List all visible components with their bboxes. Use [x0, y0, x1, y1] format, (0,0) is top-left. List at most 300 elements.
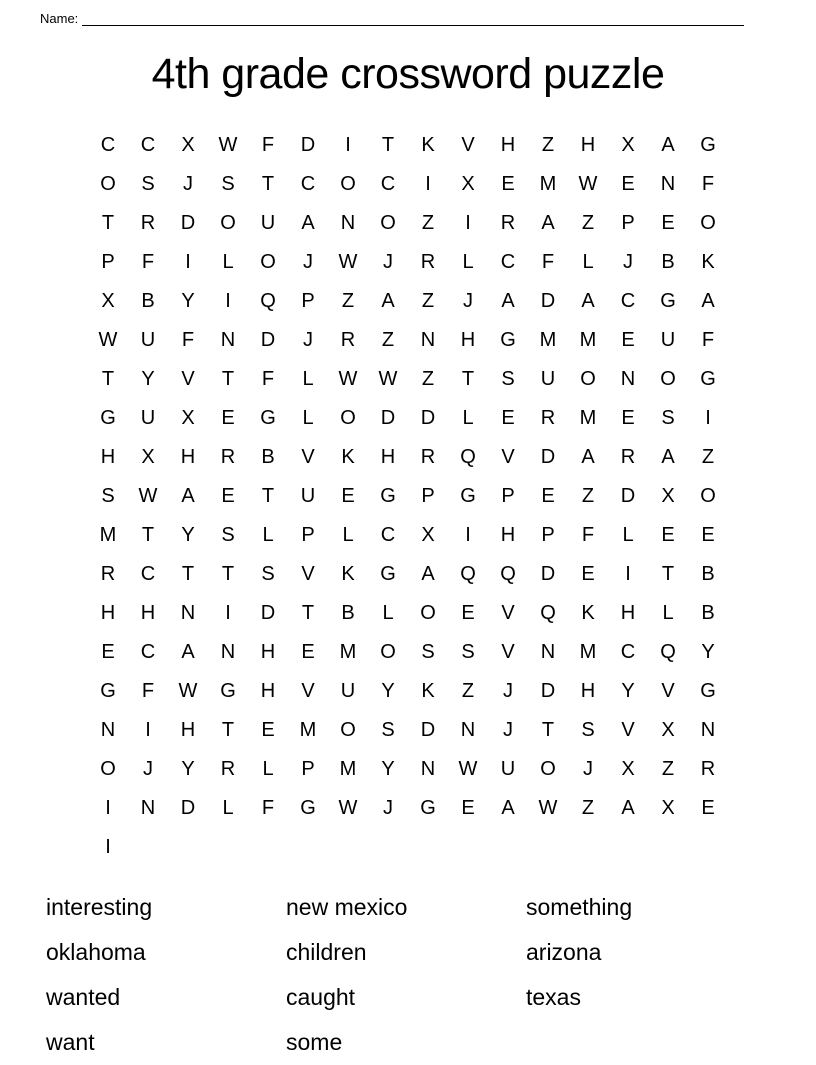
- grid-cell[interactable]: C: [300, 173, 316, 195]
- grid-cell[interactable]: A: [701, 290, 715, 312]
- grid-cell[interactable]: R: [420, 446, 436, 468]
- grid-cell[interactable]: R: [340, 329, 356, 351]
- grid-cell[interactable]: J: [583, 758, 593, 780]
- grid-cell[interactable]: L: [222, 797, 234, 819]
- grid-cell[interactable]: Y: [181, 290, 195, 312]
- grid-cell[interactable]: G: [700, 680, 716, 702]
- grid-cell[interactable]: X: [101, 290, 115, 312]
- grid-cell[interactable]: Y: [621, 680, 635, 702]
- grid-cell[interactable]: H: [140, 602, 156, 624]
- grid-cell[interactable]: X: [421, 524, 435, 546]
- grid-cell[interactable]: A: [501, 797, 515, 819]
- name-write-line[interactable]: [82, 12, 744, 26]
- grid-cell[interactable]: T: [381, 134, 395, 156]
- grid-cell[interactable]: F: [541, 251, 555, 273]
- grid-cell[interactable]: O: [380, 641, 396, 663]
- grid-cell[interactable]: K: [421, 680, 435, 702]
- grid-cell[interactable]: K: [341, 563, 355, 585]
- word-list-item: children: [286, 939, 367, 965]
- grid-cell[interactable]: D: [420, 407, 436, 429]
- grid-cell[interactable]: F: [581, 524, 595, 546]
- grid-cell[interactable]: E: [621, 329, 635, 351]
- grid-cell[interactable]: L: [262, 524, 274, 546]
- grid-cell[interactable]: M: [579, 407, 597, 429]
- grid-cell[interactable]: M: [539, 173, 557, 195]
- grid-cell[interactable]: O: [700, 212, 716, 234]
- grid-cell[interactable]: E: [341, 485, 355, 507]
- grid-cell[interactable]: P: [301, 290, 315, 312]
- grid-cell[interactable]: I: [705, 407, 711, 429]
- grid-cell[interactable]: D: [420, 719, 436, 741]
- grid-cell[interactable]: K: [701, 251, 715, 273]
- grid-cell[interactable]: N: [700, 719, 716, 741]
- grid-cell[interactable]: Y: [701, 641, 715, 663]
- grid-cell[interactable]: T: [221, 719, 235, 741]
- grid-cell[interactable]: E: [661, 524, 675, 546]
- grid-cell[interactable]: U: [140, 329, 156, 351]
- grid-cell[interactable]: F: [181, 329, 195, 351]
- grid-cell[interactable]: T: [181, 563, 195, 585]
- grid-cell[interactable]: U: [340, 680, 356, 702]
- grid-cell[interactable]: H: [100, 602, 116, 624]
- grid-cell[interactable]: S: [221, 524, 235, 546]
- grid-cell[interactable]: I: [105, 797, 111, 819]
- grid-cell[interactable]: E: [621, 407, 635, 429]
- grid-cell[interactable]: X: [661, 485, 675, 507]
- grid-cell[interactable]: J: [503, 680, 513, 702]
- grid-cell[interactable]: Q: [660, 641, 676, 663]
- grid-cell[interactable]: M: [339, 758, 357, 780]
- grid-cell[interactable]: K: [581, 602, 595, 624]
- grid-cell[interactable]: B: [701, 563, 715, 585]
- grid-cell[interactable]: A: [381, 290, 395, 312]
- grid-cell[interactable]: F: [261, 134, 275, 156]
- word-list: [0, 885, 816, 1065]
- grid-cell[interactable]: L: [462, 407, 474, 429]
- grid-cell[interactable]: T: [261, 485, 275, 507]
- grid-cell[interactable]: N: [100, 719, 116, 741]
- grid-cell[interactable]: Q: [460, 446, 476, 468]
- grid-cell[interactable]: B: [141, 290, 155, 312]
- grid-cell[interactable]: Q: [500, 563, 516, 585]
- grid-cell[interactable]: K: [341, 446, 355, 468]
- grid-cell[interactable]: N: [180, 602, 196, 624]
- grid-cell[interactable]: L: [262, 758, 274, 780]
- grid-cell[interactable]: R: [700, 758, 716, 780]
- grid-cell[interactable]: S: [221, 173, 235, 195]
- grid-cell[interactable]: O: [100, 173, 116, 195]
- grid-cell[interactable]: Y: [141, 368, 155, 390]
- grid-cell[interactable]: G: [260, 407, 276, 429]
- grid-cell[interactable]: R: [220, 758, 236, 780]
- grid-cell[interactable]: C: [380, 524, 396, 546]
- grid-cell[interactable]: J: [463, 290, 473, 312]
- grid-cell[interactable]: O: [220, 212, 236, 234]
- grid-cell[interactable]: X: [181, 407, 195, 429]
- grid-cell[interactable]: B: [661, 251, 675, 273]
- grid-cell[interactable]: J: [383, 251, 393, 273]
- grid-cell[interactable]: N: [620, 368, 636, 390]
- grid-cell[interactable]: E: [261, 719, 275, 741]
- grid-cell[interactable]: D: [300, 134, 316, 156]
- grid-cell[interactable]: R: [420, 251, 436, 273]
- grid-cell[interactable]: L: [382, 602, 394, 624]
- grid-cell[interactable]: G: [460, 485, 476, 507]
- grid-cell[interactable]: U: [300, 485, 316, 507]
- grid-cell[interactable]: U: [500, 758, 516, 780]
- grid-cell[interactable]: E: [621, 173, 635, 195]
- grid-cell[interactable]: C: [100, 134, 116, 156]
- grid-cell[interactable]: J: [143, 758, 153, 780]
- grid-cell[interactable]: G: [700, 368, 716, 390]
- grid-cell[interactable]: V: [301, 446, 315, 468]
- grid-cell[interactable]: J: [383, 797, 393, 819]
- grid-cell[interactable]: H: [260, 641, 276, 663]
- grid-cell[interactable]: I: [225, 290, 231, 312]
- grid-cell[interactable]: X: [661, 797, 675, 819]
- grid-cell[interactable]: U: [540, 368, 556, 390]
- grid-cell[interactable]: E: [221, 485, 235, 507]
- grid-cell[interactable]: D: [260, 602, 276, 624]
- grid-cell[interactable]: L: [302, 407, 314, 429]
- grid-cell[interactable]: H: [380, 446, 396, 468]
- grid-cell[interactable]: Q: [460, 563, 476, 585]
- grid-cell[interactable]: I: [425, 173, 431, 195]
- grid-cell[interactable]: V: [501, 641, 515, 663]
- grid-cell[interactable]: A: [181, 641, 195, 663]
- grid-cell[interactable]: Y: [181, 758, 195, 780]
- grid-cell[interactable]: G: [700, 134, 716, 156]
- grid-cell[interactable]: R: [220, 446, 236, 468]
- grid-cell[interactable]: C: [500, 251, 516, 273]
- grid-cell[interactable]: Z: [461, 680, 475, 702]
- grid-cell[interactable]: V: [621, 719, 635, 741]
- grid-cell[interactable]: S: [421, 641, 435, 663]
- grid-cell[interactable]: C: [620, 290, 636, 312]
- grid-cell[interactable]: D: [260, 329, 276, 351]
- grid-cell[interactable]: P: [421, 485, 435, 507]
- grid-cell[interactable]: V: [501, 602, 515, 624]
- grid-cell[interactable]: N: [140, 797, 156, 819]
- grid-cell[interactable]: E: [541, 485, 555, 507]
- word-list-item: oklahoma: [46, 939, 146, 965]
- grid-cell[interactable]: W: [178, 680, 198, 702]
- grid-cell[interactable]: O: [380, 212, 396, 234]
- grid-cell[interactable]: N: [420, 329, 436, 351]
- grid-cell[interactable]: Y: [381, 758, 395, 780]
- grid-cell[interactable]: V: [461, 134, 475, 156]
- grid-cell[interactable]: Y: [181, 524, 195, 546]
- grid-cell[interactable]: I: [105, 836, 111, 858]
- grid-cell[interactable]: E: [701, 524, 715, 546]
- grid-cell[interactable]: X: [621, 134, 635, 156]
- grid-cell[interactable]: A: [661, 446, 675, 468]
- grid-cell[interactable]: W: [538, 797, 558, 819]
- word-search-grid[interactable]: [88, 126, 728, 867]
- grid-cell[interactable]: Z: [581, 212, 595, 234]
- grid-cell[interactable]: W: [338, 251, 358, 273]
- grid-cell[interactable]: W: [338, 797, 358, 819]
- grid-cell[interactable]: A: [421, 563, 435, 585]
- grid-cell[interactable]: W: [218, 134, 238, 156]
- grid-cell[interactable]: R: [620, 446, 636, 468]
- grid-cell[interactable]: V: [501, 446, 515, 468]
- grid-cell[interactable]: Z: [421, 212, 435, 234]
- grid-cell[interactable]: W: [98, 329, 118, 351]
- grid-cell[interactable]: M: [339, 641, 357, 663]
- grid-cell[interactable]: D: [620, 485, 636, 507]
- grid-cell[interactable]: G: [660, 290, 676, 312]
- grid-cell[interactable]: W: [578, 173, 598, 195]
- grid-cell[interactable]: L: [582, 251, 594, 273]
- grid-cell[interactable]: Z: [581, 797, 595, 819]
- grid-cell[interactable]: C: [620, 641, 636, 663]
- grid-cell[interactable]: E: [101, 641, 115, 663]
- grid-cell[interactable]: Z: [421, 368, 435, 390]
- grid-cell[interactable]: S: [141, 173, 155, 195]
- grid-cell[interactable]: T: [221, 563, 235, 585]
- grid-cell[interactable]: E: [501, 407, 515, 429]
- grid-cell[interactable]: H: [180, 719, 196, 741]
- grid-cell[interactable]: O: [420, 602, 436, 624]
- grid-cell[interactable]: K: [421, 134, 435, 156]
- grid-cell[interactable]: I: [225, 602, 231, 624]
- grid-cell[interactable]: Z: [421, 290, 435, 312]
- grid-cell[interactable]: P: [301, 758, 315, 780]
- grid-cell[interactable]: S: [381, 719, 395, 741]
- grid-cell[interactable]: S: [261, 563, 275, 585]
- grid-cell[interactable]: E: [221, 407, 235, 429]
- word-list-item: arizona: [526, 939, 602, 965]
- grid-cell[interactable]: M: [299, 719, 317, 741]
- grid-cell[interactable]: N: [420, 758, 436, 780]
- grid-cell[interactable]: I: [185, 251, 191, 273]
- grid-cell[interactable]: Z: [661, 758, 675, 780]
- grid-cell[interactable]: I: [465, 524, 471, 546]
- grid-cell[interactable]: G: [500, 329, 516, 351]
- grid-cell[interactable]: D: [180, 212, 196, 234]
- word-list-item: caught: [286, 984, 356, 1010]
- grid-cell[interactable]: O: [660, 368, 676, 390]
- grid-cell[interactable]: F: [701, 173, 715, 195]
- grid-cell[interactable]: O: [260, 251, 276, 273]
- grid-cell[interactable]: U: [260, 212, 276, 234]
- grid-cell[interactable]: D: [180, 797, 196, 819]
- grid-cell[interactable]: X: [621, 758, 635, 780]
- grid-cell[interactable]: C: [380, 173, 396, 195]
- grid-cell[interactable]: V: [301, 563, 315, 585]
- grid-cell[interactable]: B: [341, 602, 355, 624]
- grid-cell[interactable]: J: [303, 251, 313, 273]
- grid-cell[interactable]: F: [261, 797, 275, 819]
- grid-cell[interactable]: U: [660, 329, 676, 351]
- grid-cell[interactable]: L: [662, 602, 674, 624]
- grid-cell[interactable]: C: [140, 641, 156, 663]
- grid-cell[interactable]: S: [581, 719, 595, 741]
- grid-cell[interactable]: D: [540, 446, 556, 468]
- grid-cell[interactable]: N: [460, 719, 476, 741]
- grid-cell[interactable]: L: [342, 524, 354, 546]
- grid-cell[interactable]: X: [141, 446, 155, 468]
- grid-cell[interactable]: J: [303, 329, 313, 351]
- grid-cell[interactable]: A: [301, 212, 315, 234]
- grid-cell[interactable]: V: [661, 680, 675, 702]
- grid-cell[interactable]: Q: [260, 290, 276, 312]
- grid-cell[interactable]: E: [301, 641, 315, 663]
- grid-cell[interactable]: T: [221, 368, 235, 390]
- grid-cell[interactable]: E: [461, 797, 475, 819]
- grid-cell[interactable]: L: [462, 251, 474, 273]
- grid-cell[interactable]: F: [701, 329, 715, 351]
- grid-cell[interactable]: A: [541, 212, 555, 234]
- grid-cell[interactable]: L: [302, 368, 314, 390]
- grid-cell[interactable]: L: [222, 251, 234, 273]
- grid-cell[interactable]: I: [345, 134, 351, 156]
- grid-cell[interactable]: I: [145, 719, 151, 741]
- grid-cell[interactable]: E: [661, 212, 675, 234]
- grid-cell[interactable]: E: [461, 602, 475, 624]
- grid-cell[interactable]: V: [301, 680, 315, 702]
- grid-cell[interactable]: Z: [701, 446, 715, 468]
- grid-cell[interactable]: Z: [341, 290, 355, 312]
- grid-cell[interactable]: H: [180, 446, 196, 468]
- grid-cell[interactable]: R: [100, 563, 116, 585]
- word-list-item: [526, 1020, 766, 1065]
- grid-cell[interactable]: U: [140, 407, 156, 429]
- grid-cell[interactable]: T: [461, 368, 475, 390]
- grid-cell[interactable]: F: [261, 368, 275, 390]
- grid-cell[interactable]: N: [660, 173, 676, 195]
- grid-cell[interactable]: T: [661, 563, 675, 585]
- grid-cell[interactable]: T: [101, 368, 115, 390]
- grid-cell[interactable]: D: [540, 290, 556, 312]
- grid-cell[interactable]: T: [101, 212, 115, 234]
- grid-cell[interactable]: L: [622, 524, 634, 546]
- word-list-item: something: [526, 894, 633, 920]
- grid-cell[interactable]: O: [340, 719, 356, 741]
- grid-cell[interactable]: A: [581, 446, 595, 468]
- grid-cell[interactable]: A: [581, 290, 595, 312]
- grid-cell[interactable]: P: [541, 524, 555, 546]
- grid-cell[interactable]: H: [500, 524, 516, 546]
- grid-cell[interactable]: C: [140, 563, 156, 585]
- grid-cell[interactable]: P: [101, 251, 115, 273]
- grid-cell[interactable]: O: [340, 173, 356, 195]
- grid-cell[interactable]: H: [500, 134, 516, 156]
- grid-cell[interactable]: H: [580, 680, 596, 702]
- grid-cell[interactable]: H: [620, 602, 636, 624]
- grid-cell[interactable]: M: [579, 329, 597, 351]
- grid-cell[interactable]: X: [661, 719, 675, 741]
- word-search-grid-container: [0, 126, 816, 867]
- grid-cell[interactable]: D: [380, 407, 396, 429]
- grid-cell[interactable]: E: [701, 797, 715, 819]
- grid-cell[interactable]: H: [460, 329, 476, 351]
- grid-cell[interactable]: J: [183, 173, 193, 195]
- grid-cell[interactable]: R: [540, 407, 556, 429]
- grid-cell[interactable]: Z: [541, 134, 555, 156]
- grid-cell[interactable]: G: [380, 485, 396, 507]
- grid-cell[interactable]: A: [661, 134, 675, 156]
- grid-cell[interactable]: W: [378, 368, 398, 390]
- grid-cell[interactable]: S: [101, 485, 115, 507]
- grid-cell[interactable]: O: [100, 758, 116, 780]
- grid-cell[interactable]: C: [140, 134, 156, 156]
- grid-cell[interactable]: O: [540, 758, 556, 780]
- grid-cell[interactable]: N: [220, 641, 236, 663]
- grid-cell[interactable]: A: [501, 290, 515, 312]
- grid-cell[interactable]: O: [340, 407, 356, 429]
- grid-cell[interactable]: G: [100, 407, 116, 429]
- grid-cell[interactable]: X: [461, 173, 475, 195]
- grid-cell[interactable]: J: [503, 719, 513, 741]
- grid-cell[interactable]: I: [625, 563, 631, 585]
- grid-cell[interactable]: M: [579, 641, 597, 663]
- grid-cell[interactable]: R: [140, 212, 156, 234]
- grid-cell[interactable]: S: [501, 368, 515, 390]
- grid-cell[interactable]: H: [580, 134, 596, 156]
- grid-cell[interactable]: O: [700, 485, 716, 507]
- grid-cell[interactable]: B: [701, 602, 715, 624]
- grid-cell[interactable]: F: [141, 251, 155, 273]
- grid-cell[interactable]: G: [420, 797, 436, 819]
- grid-cell[interactable]: E: [581, 563, 595, 585]
- grid-cell[interactable]: T: [541, 719, 555, 741]
- grid-cell[interactable]: G: [100, 680, 116, 702]
- grid-cell[interactable]: G: [220, 680, 236, 702]
- grid-cell[interactable]: A: [621, 797, 635, 819]
- grid-cell[interactable]: N: [540, 641, 556, 663]
- grid-cell[interactable]: T: [141, 524, 155, 546]
- grid-cell[interactable]: B: [261, 446, 275, 468]
- grid-cell[interactable]: N: [340, 212, 356, 234]
- grid-cell[interactable]: N: [220, 329, 236, 351]
- grid-cell[interactable]: P: [501, 485, 515, 507]
- grid-cell[interactable]: G: [300, 797, 316, 819]
- grid-cell[interactable]: G: [380, 563, 396, 585]
- grid-cell[interactable]: M: [99, 524, 117, 546]
- grid-cell[interactable]: O: [580, 368, 596, 390]
- grid-cell[interactable]: W: [458, 758, 478, 780]
- grid-cell[interactable]: P: [621, 212, 635, 234]
- grid-cell[interactable]: H: [260, 680, 276, 702]
- grid-cell[interactable]: J: [623, 251, 633, 273]
- grid-cell[interactable]: Q: [540, 602, 556, 624]
- grid-cell[interactable]: S: [661, 407, 675, 429]
- grid-cell[interactable]: Y: [381, 680, 395, 702]
- grid-cell[interactable]: D: [540, 680, 556, 702]
- word-list-item: interesting: [46, 894, 153, 920]
- grid-cell[interactable]: E: [501, 173, 515, 195]
- grid-cell[interactable]: R: [500, 212, 516, 234]
- grid-cell[interactable]: A: [181, 485, 195, 507]
- grid-cell[interactable]: W: [338, 368, 358, 390]
- grid-cell[interactable]: V: [181, 368, 195, 390]
- grid-cell[interactable]: I: [465, 212, 471, 234]
- grid-cell[interactable]: M: [539, 329, 557, 351]
- grid-cell[interactable]: X: [181, 134, 195, 156]
- grid-cell[interactable]: T: [301, 602, 315, 624]
- grid-cell[interactable]: W: [138, 485, 158, 507]
- grid-cell[interactable]: P: [301, 524, 315, 546]
- grid-cell[interactable]: T: [261, 173, 275, 195]
- grid-cell[interactable]: S: [461, 641, 475, 663]
- grid-cell[interactable]: F: [141, 680, 155, 702]
- grid-cell[interactable]: D: [540, 563, 556, 585]
- grid-cell[interactable]: Z: [381, 329, 395, 351]
- grid-cell[interactable]: H: [100, 446, 116, 468]
- grid-cell[interactable]: Z: [581, 485, 595, 507]
